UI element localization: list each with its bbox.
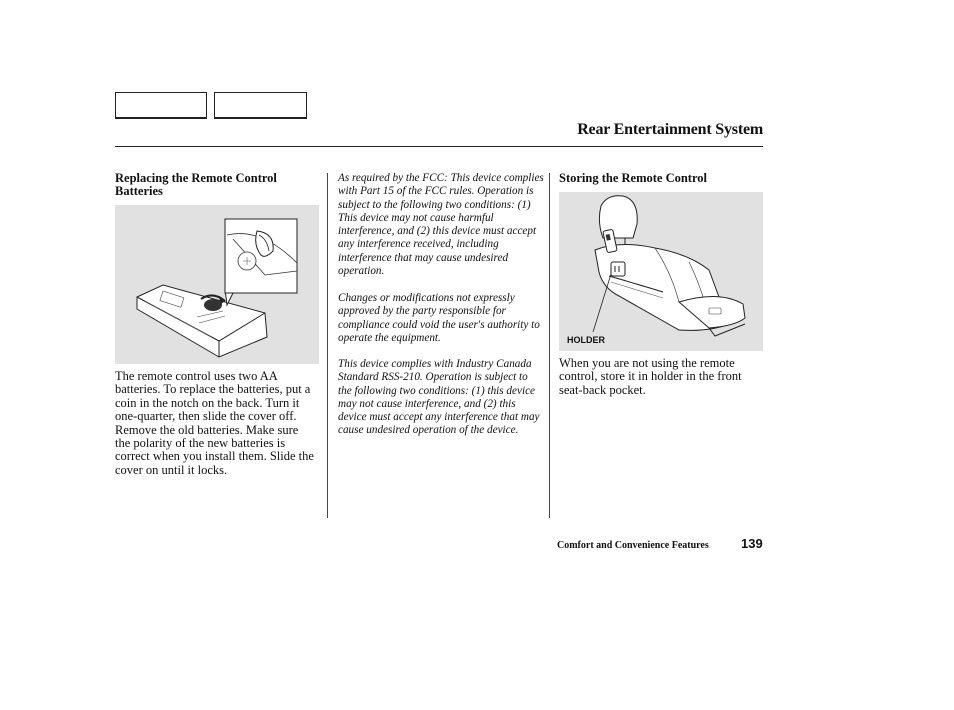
nav-tab-box-2	[214, 92, 307, 118]
page-number: 139	[741, 536, 763, 551]
industry-canada-notice: This device complies with Industry Canada Standard RSS-210. Operation is subject to the following two conditions: (1) this device may not cause interference, and (2) this device must accept any interference that may cause undesired operation of the device.	[338, 358, 540, 437]
modification-notice: Changes or modifications not expressly approved by the party responsible for compliance could void the user's authority to operate the equipment.	[338, 292, 540, 344]
seat-holder-illustration	[559, 192, 763, 351]
storing-instructions: When you are not using the remote control, store it in holder in the front seat-back pocket.	[559, 356, 742, 397]
remote-control-illustration	[115, 205, 319, 364]
page-title: Rear Entertainment System	[577, 121, 763, 138]
section-name: Comfort and Convenience Features	[557, 540, 709, 551]
battery-heading: Replacing the Remote Control Batteries	[115, 171, 277, 198]
storing-heading: Storing the Remote Control	[559, 171, 708, 185]
holder-label: HOLDER	[567, 335, 605, 345]
column-divider-1	[327, 173, 328, 518]
column-divider-2	[549, 173, 550, 518]
battery-instructions: The remote control uses two AA batteries. To replace the batteries, put a coin in the notch on the back. Turn it one-quarter, then slide the cover off. Remove the old batteries. Make sure the polarity of the new batteries is correct when you install them. Slide the cover on until it locks.	[115, 369, 314, 477]
title-rule	[115, 146, 763, 147]
fcc-notice: As required by the FCC: This device complies with Part 15 of the FCC rules. Operation is subject to the following two conditions: (1) This device may not cause harmful interference, and (2) this device must accept any interference received, including interference that may cause undesired operation.	[338, 172, 544, 278]
nav-tab-box-1	[115, 92, 207, 118]
